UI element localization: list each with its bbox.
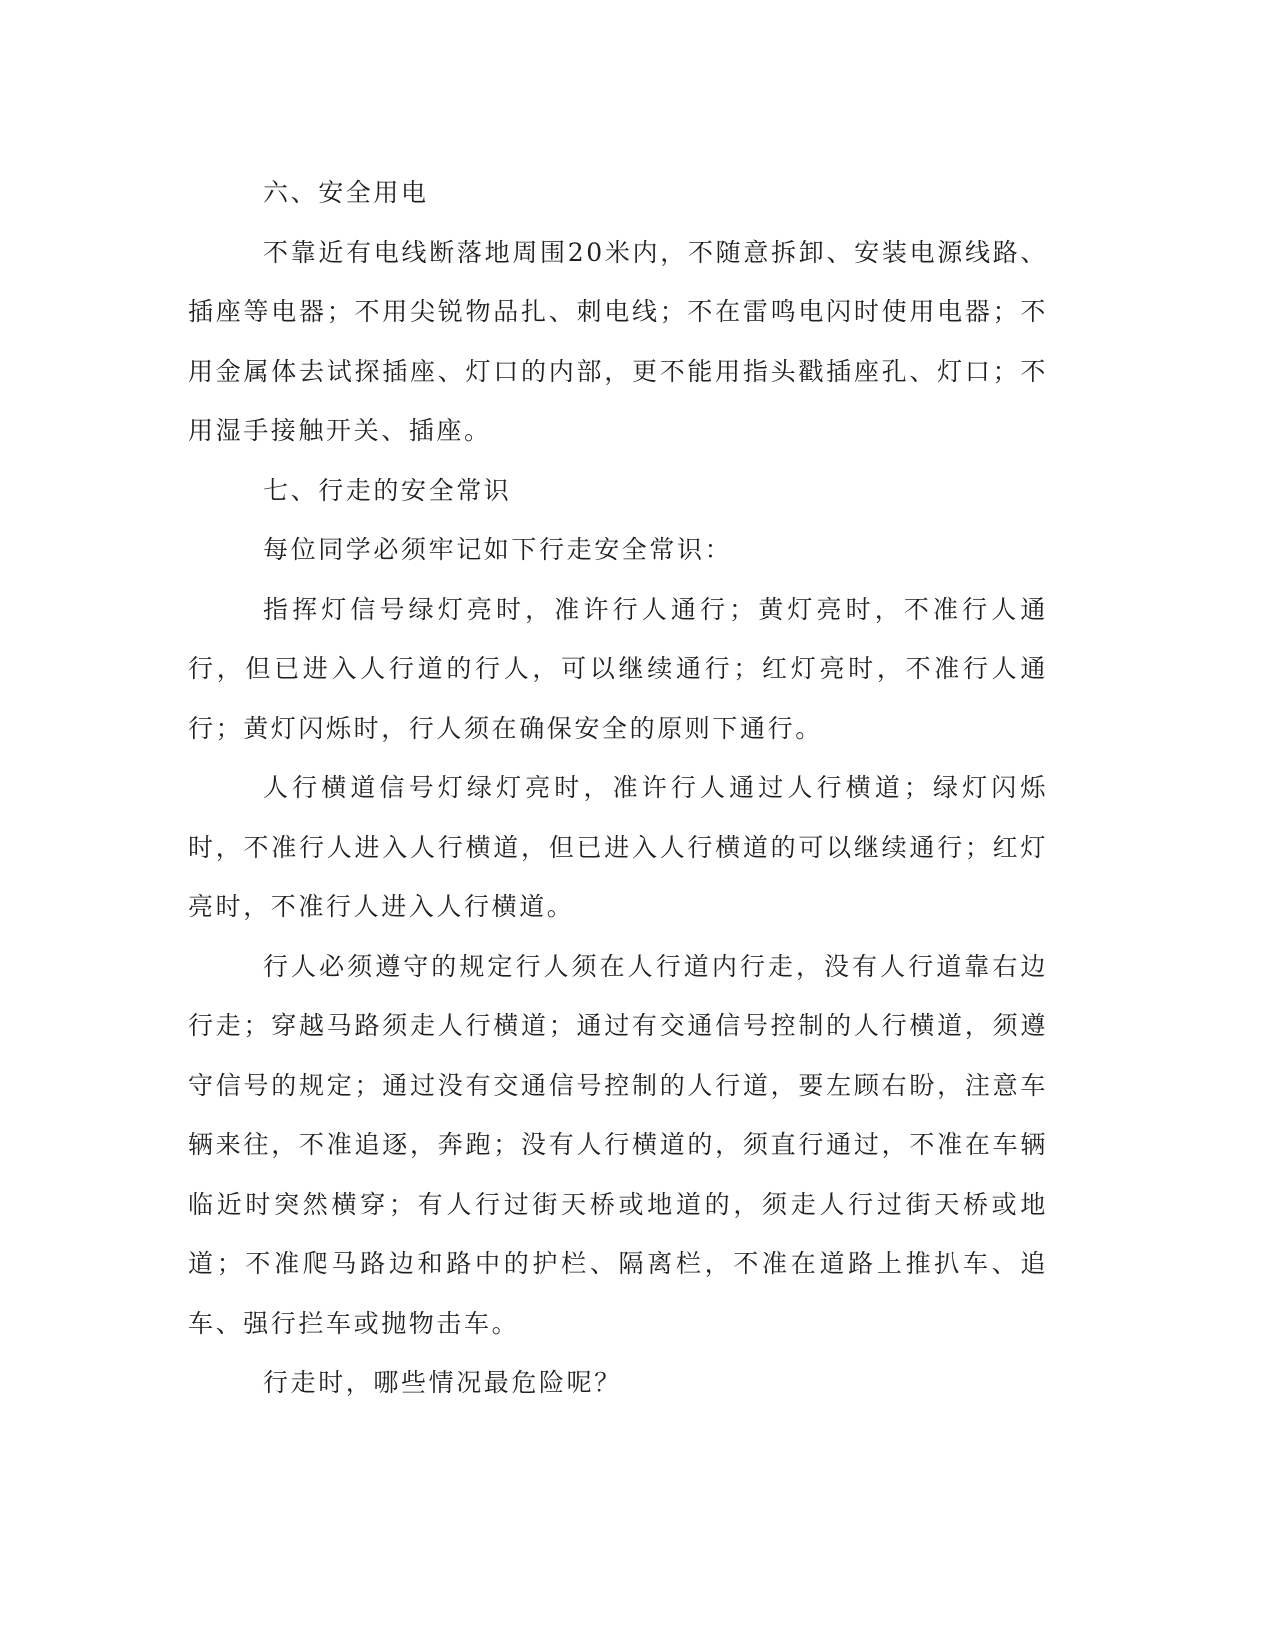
section-heading-electric-safety: 六、安全用电 <box>263 178 429 207</box>
document-body <box>188 163 1048 1413</box>
paragraph-traffic-light-rules: 指挥灯信号绿灯亮时，准许行人通行；黄灯亮时，不准行人通行，但已进入人行道的行人，可以继续通行；红灯亮时，不准行人通行；黄灯闪烁时，行人须在确保安全的原则下通行。 <box>188 594 1048 743</box>
paragraph-crosswalk-light-rules: 人行横道信号灯绿灯亮时，准许行人通过人行横道；绿灯闪烁时，不准行人进入人行横道，但已进入人行横道的可以继续通行；红灯亮时，不准行人进入人行横道。 <box>188 773 1048 921</box>
paragraph-dangerous-situations: 行走时，哪些情况最危险呢？ <box>263 1368 622 1397</box>
paragraph-walking-intro: 每位同学必须牢记如下行走安全常识： <box>263 535 733 564</box>
paragraph-electric-safety-rules: 不靠近有电线断落地周围20米内，不随意拆卸、安装电源线路、插座等电器；不用尖锐物品扎、刺电线；不在雷鸣电闪时使用电器；不用金属体去试探插座、灯口的内部，更不能用指头戳插座孔、灯口；不用湿手接触开关、插座。 <box>188 237 1048 445</box>
paragraph-pedestrian-rules: 行人必须遵守的规定行人须在人行道内行走，没有人行道靠右边行走；穿越马路须走人行横道；通过有交通信号控制的人行横道，须遵守信号的规定；通过没有交通信号控制的人行道，要左顾右盼，注意车辆来往，不准追逐，奔跑；没有人行横道的，须直行通过，不准在车辆临近时突然横穿；有人行过街天桥或地道的，须走人行过街天桥或地道；不准爬马路边和路中的护栏、隔离栏，不准在道路上推扒车、追车、强行拦车或抛物击车。 <box>188 951 1048 1338</box>
section-heading-walking-safety: 七、行走的安全常识 <box>263 475 512 505</box>
